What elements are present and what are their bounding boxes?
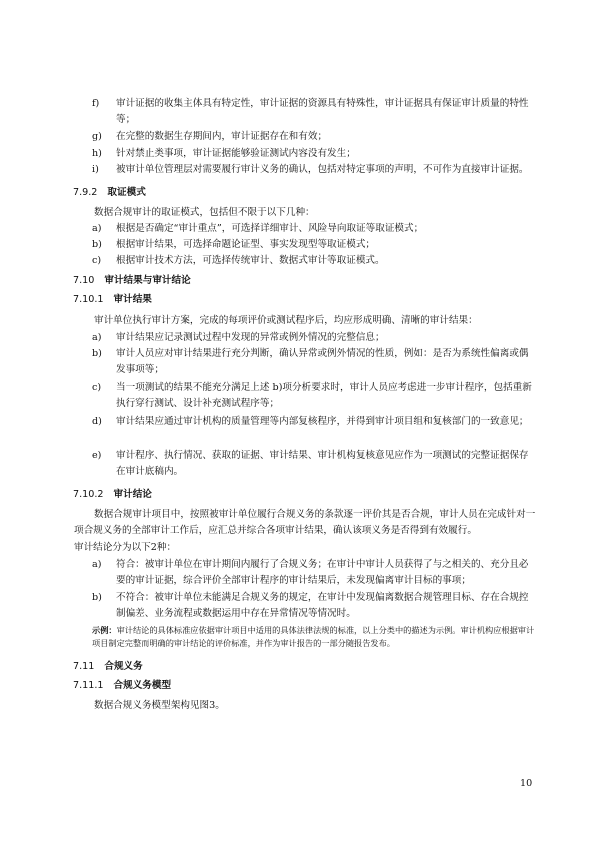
section-title: 审计结果与审计结论 [104,275,191,286]
list-text: 针对禁止类事项，审计证据能够验证测试内容没有发生； [116,148,356,159]
list-marker: d) [92,416,102,427]
list-text: 审计证据的收集主体具有特定性，审计证据的资源具有特殊性，审计证据具有保证审计质量的特性等； [116,98,529,125]
paragraph: 数据合规义务模型架构见图3。 [94,700,225,711]
section-number: 7.10 [73,275,95,286]
list-text: 审计结果应记录测试过程中发现的异常或例外情况的完整信息； [116,332,385,343]
list-item [92,129,538,145]
list-text: 当一项测试的结果不能充分满足上述 b)项分析要求时，审计人员应考虑进一步审计程序，包括重新执行穿行测试、设计补充测试程序等； [116,382,532,409]
list-item [92,448,538,480]
list-item [92,221,538,237]
list-marker: h) [92,148,102,159]
section-number: 7.10.2 [73,489,104,500]
list-item [92,162,538,178]
section-title: 合规义务 [104,661,143,672]
section-heading-7-10-1 [73,293,152,307]
list-text: 在完整的数据生存期间内，审计证据存在和有效； [116,131,328,142]
section-number: 7.9.2 [73,187,98,198]
list-item [92,557,538,589]
section-title: 审计结果 [113,294,152,305]
section-heading-7-11 [73,660,143,674]
list-text: 根据审计技术方法，可选择传统审计、数据式审计等取证模式。 [116,255,385,266]
list-item [92,380,538,412]
list-text: 被审计单位管理层对需要履行审计义务的确认，包括对特定事项的声明，不可作为直接审计证据。 [116,164,529,175]
section-title: 合规义务模型 [113,680,172,691]
section-heading-7-10 [73,274,191,288]
list-marker: f) [92,98,100,109]
list-text: 符合：被审计单位在审计期间内履行了合规义务；在审计中审计人员获得了与之相关的、充分且必要的审计证据，综合评价全部审计程序的审计结果后，未发现偏离审计目标的事项； [116,559,529,586]
list-marker: i) [92,164,99,175]
list-text: 根据是否确定“审计重点”，可选择详细审计、风险导向取证等取证模式； [116,223,424,234]
list-marker: e) [92,450,102,461]
list-marker: b) [92,592,102,603]
list-marker: a) [92,223,102,234]
paragraph: 审计结论分为以下2种： [74,542,177,553]
list-item [92,330,538,346]
section-number: 7.11.1 [73,680,104,691]
list-text: 审计结果应通过审计机构的质量管理等内部复核程序，并得到审计项目组和复核部门的一致意见； [116,416,529,427]
list-item [92,590,538,622]
list-marker: g) [92,131,102,142]
section-heading-7-9-2 [73,186,146,200]
section-heading-7-10-2 [73,488,152,502]
list-item [92,253,538,269]
paragraph: 审计单位执行审计方案，完成的每项评价或测试程序后，均应形成明确、清晰的审计结果： [94,315,478,326]
list-text: 审计人员应对审计结果进行充分判断，确认异常或例外情况的性质，例如：是否为系统性偏离或偶发事项等； [116,348,529,375]
paragraph: 数据合规审计项目中，按照被审计单位履行合规义务的条款逐一评价其是否合规，审计人员在完成针对一项合规义务的全部审计工作后，应汇总并综合各项审计结果，确认该项义务是否得到有效履行。 [74,509,536,536]
list-item [92,237,538,253]
list-marker: b) [92,348,102,359]
list-text: 根据审计结果，可选择命题论证型、事实发现型等取证模式； [116,239,376,250]
example-note [92,624,542,650]
list-text: 审计程序、执行情况、获取的证据、审计结果、审计机构复核意见应作为一项测试的完整证据保存在审计底稿内。 [116,450,529,477]
list-marker: c) [92,382,102,393]
list-text: 不符合：被审计单位未能满足合规义务的规定，在审计中发现偏离数据合规管理目标、存在合规控制偏差、业务流程或数据运用中存在异常情况等情况时。 [116,592,529,619]
section-title: 取证模式 [107,187,146,198]
list-marker: b) [92,239,102,250]
list-marker: a) [92,559,102,570]
list-marker: c) [92,255,102,266]
section-title: 审计结论 [113,489,152,500]
paragraph: 数据合规审计的取证模式，包括但不限于以下几种： [94,207,315,218]
section-number: 7.10.1 [73,294,104,305]
list-item [92,96,538,128]
list-marker: a) [92,332,102,343]
section-heading-7-11-1 [73,679,171,693]
page-number: 10 [520,778,533,789]
list-item [92,414,538,430]
list-item [92,346,538,378]
example-text: 审计结论的具体标准应依据审计项目中适用的具体法律法规的标准，以上分类中的描述为示例。审计机构应根据审计项目制定完整而明确的审计结论的评价标准，并作为审计报告的一部分随报告发布。 [92,625,535,648]
list-item [92,146,538,162]
section-number: 7.11 [73,661,95,672]
example-label: 示例： [92,625,117,635]
